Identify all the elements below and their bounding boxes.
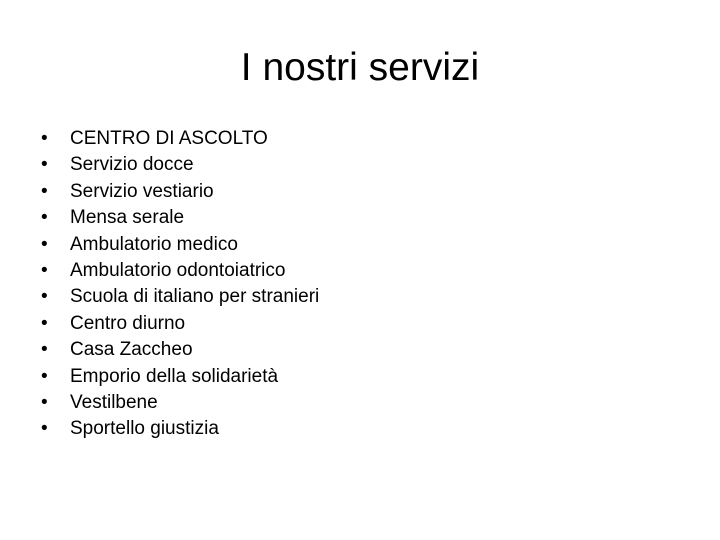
services-list bbox=[41, 126, 319, 443]
list-item-text: Casa Zaccheo bbox=[70, 339, 193, 361]
list-item-text: Servizio vestiario bbox=[70, 180, 214, 202]
list-item bbox=[41, 311, 319, 337]
list-item-text: Sportello giustizia bbox=[70, 418, 219, 440]
list-item bbox=[41, 258, 319, 284]
bullet-icon: • bbox=[41, 365, 48, 387]
bullet-icon: • bbox=[41, 233, 48, 255]
slide-title: I nostri servizi bbox=[240, 46, 480, 89]
list-item bbox=[41, 232, 319, 258]
list-item-text: Ambulatorio odontoiatrico bbox=[70, 259, 286, 281]
list-item-text: Emporio della solidarietà bbox=[70, 365, 279, 387]
list-item bbox=[41, 126, 319, 152]
list-item-text: CENTRO DI ASCOLTO bbox=[70, 128, 268, 149]
bullet-icon: • bbox=[41, 154, 48, 176]
list-item bbox=[41, 205, 319, 231]
list-item bbox=[41, 152, 319, 178]
list-item-text: Centro diurno bbox=[70, 312, 186, 334]
list-item bbox=[41, 390, 319, 416]
bullet-icon: • bbox=[41, 339, 48, 361]
list-item bbox=[41, 179, 319, 205]
bullet-icon: • bbox=[41, 207, 48, 229]
bullet-icon: • bbox=[41, 128, 48, 149]
bullet-icon: • bbox=[41, 418, 48, 440]
list-item bbox=[41, 337, 319, 363]
list-item bbox=[41, 364, 319, 390]
bullet-icon: • bbox=[41, 180, 48, 202]
list-item-text: Vestilbene bbox=[70, 391, 158, 413]
list-item-text: Mensa serale bbox=[70, 207, 185, 229]
list-item bbox=[41, 284, 319, 310]
list-item-text: Scuola di italiano per stranieri bbox=[70, 286, 320, 308]
list-item-text: Ambulatorio medico bbox=[70, 233, 238, 255]
bullet-icon: • bbox=[41, 259, 48, 281]
bullet-icon: • bbox=[41, 312, 48, 334]
list-item bbox=[41, 416, 319, 442]
bullet-icon: • bbox=[41, 286, 48, 308]
list-item-text: Servizio docce bbox=[70, 154, 194, 176]
bullet-icon: • bbox=[41, 391, 48, 413]
